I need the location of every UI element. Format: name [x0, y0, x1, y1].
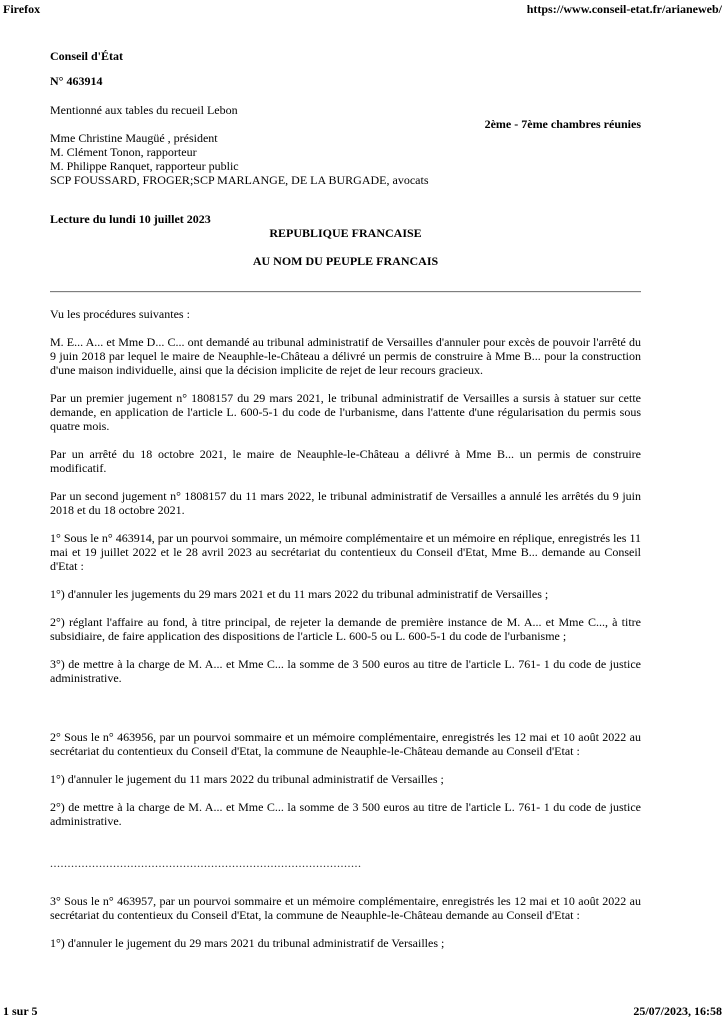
body-paragraph: Par un second jugement n° 1808157 du 11 mars 2022, le tribunal administratif de Versailles a annulé les arrêtés du 9 juin 2018 et du 18 octobre 2021. — [50, 489, 641, 517]
body-paragraph: Par un premier jugement n° 1808157 du 29 mars 2021, le tribunal administratif de Versailles a sursis à statuer sur cette demande, en application de l'article L. 600-5-1 du code de l'urbanisme, dans l'attente d'une régularisation du permis sous quatre mois. — [50, 391, 641, 433]
print-header-url: https://www.conseil-etat.fr/arianeweb/ — [526, 2, 722, 16]
body-paragraph: 2° Sous le n° 463956, par un pourvoi sommaire et un mémoire complémentaire, enregistrés les 12 mai et 10 août 2022 au secrétariat du contentieux du Conseil d'Etat, la commune de Neauphle-le-Château demande au Conseil d'Etat : — [50, 730, 641, 758]
panel-line-rapporteur-public: M. Philippe Ranquet, rapporteur public — [50, 159, 239, 173]
print-timestamp: 25/07/2023, 16:58 — [633, 1004, 722, 1018]
body-paragraph: 1° Sous le n° 463914, par un pourvoi sommaire, un mémoire complémentaire et un mémoire en réplique, enregistrés les 11 mai et 19 juillet 2022 et le 28 avril 2023 au secrétariat du contentieux du Conseil d'Etat, Mme B... demande au Conseil d'Etat : — [50, 531, 641, 573]
republic-title: REPUBLIQUE FRANCAISE — [269, 226, 422, 240]
page-number: 1 sur 5 — [3, 1004, 38, 1018]
body-paragraph: 2°) réglant l'affaire au fond, à titre principal, de rejeter la demande de première instance de M. A... et Mme C..., à titre subsidiaire, de faire application des dispositions de l'article L. 600-5 ou L. 600-5-1 du code de l'urbanisme ; — [50, 615, 641, 643]
republic-subtitle: AU NOM DU PEUPLE FRANCAIS — [252, 254, 439, 268]
body-paragraph: 3° Sous le n° 463957, par un pourvoi sommaire et un mémoire complémentaire, enregistrés les 12 mai et 10 août 2022 au secrétariat du contentieux du Conseil d'Etat, la commune de Neauphle-le-Château demande au Conseil d'Etat : — [50, 894, 641, 922]
body-paragraph: 1°) d'annuler le jugement du 29 mars 2021 du tribunal administratif de Versailles ; — [50, 936, 445, 950]
print-header — [3, 2, 722, 16]
body-paragraph: 1°) d'annuler le jugement du 11 mars 2022 du tribunal administratif de Versailles ; — [50, 772, 444, 786]
body-paragraph: M. E... A... et Mme D... C... ont demandé au tribunal administratif de Versailles d'annuler pour excès de pouvoir l'arrêté du 9 juin 2018 par lequel le maire de Neauphle-le-Château a délivré un permis de construire à Mme B... pour la construction d'une maison individuelle, ainsi que la décision implicite de rejet de leur recours gracieux. — [50, 335, 641, 377]
panel-line-rapporteur: M. Clément Tonon, rapporteur — [50, 145, 197, 159]
case-number: N° 463914 — [50, 74, 103, 88]
print-header-app: Firefox — [3, 2, 41, 16]
body-paragraph: Par un arrêté du 18 octobre 2021, le maire de Neauphle-le-Château a délivré à Mme B... un permis de construire modificatif. — [50, 447, 641, 475]
decision-document — [50, 49, 641, 950]
body-paragraph: 2°) de mettre à la charge de M. A... et Mme C... la somme de 3 500 euros au titre de l'article L. 761- 1 du code de justice administrative. — [50, 800, 641, 828]
body-paragraph: 3°) de mettre à la charge de M. A... et Mme C... la somme de 3 500 euros au titre de l'article L. 761- 1 du code de justice administrative. — [50, 657, 641, 685]
court-name: Conseil d'État — [50, 49, 124, 63]
separator-line — [50, 291, 641, 293]
panel-line-president: Mme Christine Maugüé , président — [50, 131, 218, 145]
reading-date: Lecture du lundi 10 juillet 2023 — [50, 212, 211, 226]
print-footer — [3, 1004, 722, 1018]
body-paragraph: 1°) d'annuler les jugements du 29 mars 2021 et du 11 mars 2022 du tribunal administratif de Versailles ; — [50, 587, 549, 601]
dotted-separator: ......................................................................................... — [50, 856, 362, 870]
body-paragraph: Vu les procédures suivantes : — [50, 307, 190, 321]
panel-line-avocats: SCP FOUSSARD, FROGER;SCP MARLANGE, DE LA BURGADE, avocats — [50, 173, 429, 187]
publication-note: Mentionné aux tables du recueil Lebon — [50, 103, 238, 117]
chambers-label: 2ème - 7ème chambres réunies — [484, 117, 641, 131]
decision-body — [50, 307, 641, 950]
